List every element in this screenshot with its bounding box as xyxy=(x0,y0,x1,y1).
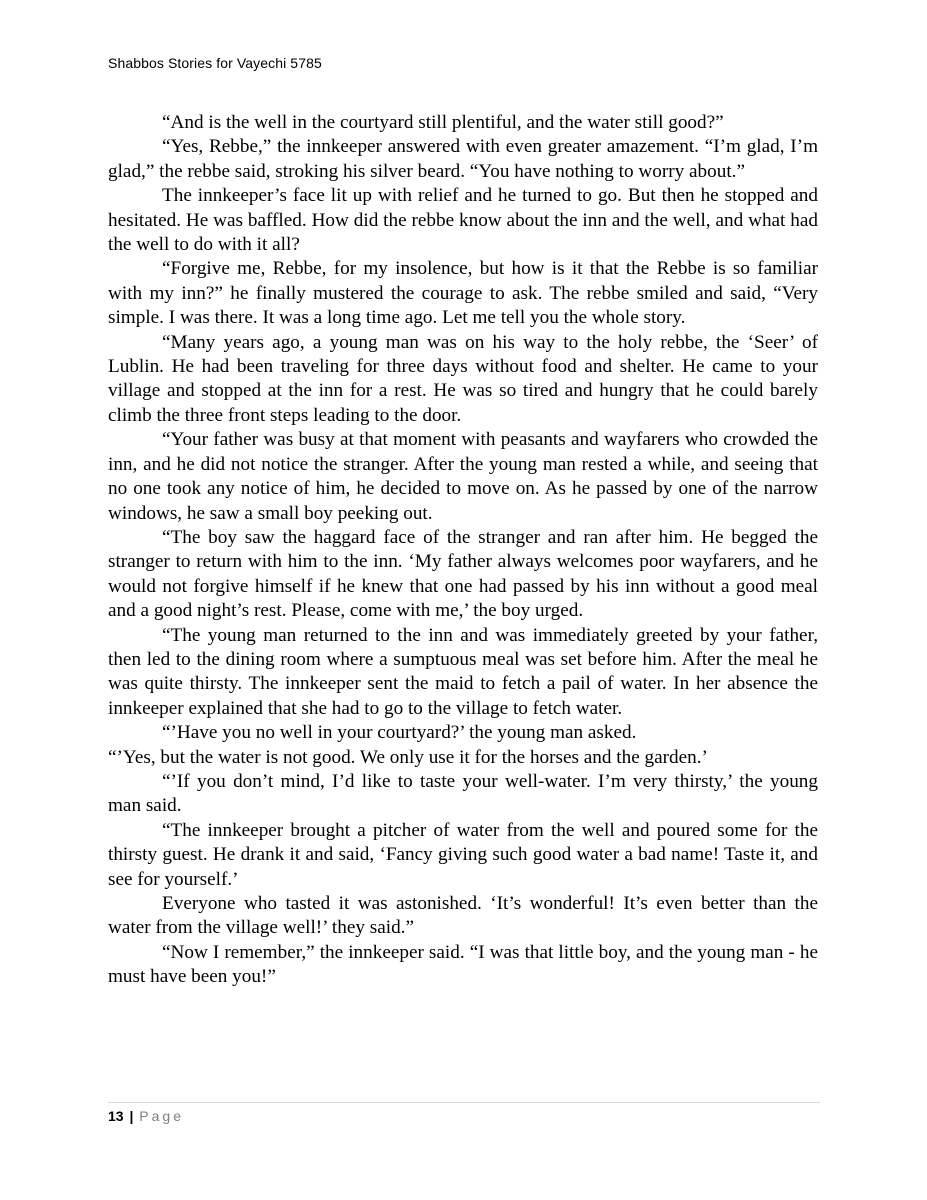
page-header: Shabbos Stories for Vayechi 5785 xyxy=(108,55,322,71)
footer-separator: | xyxy=(129,1108,134,1124)
paragraph: “The innkeeper brought a pitcher of water from the well and poured some for the thirsty guest. He drank it and said, ‘Fancy giving such good water a bad name! Taste it, and see for yourself.’ xyxy=(108,819,818,890)
paragraph: “Forgive me, Rebbe, for my insolence, but how is it that the Rebbe is so familiar with my inn?” he finally mustered the courage to ask. The rebbe smiled and said, “Very simple. I was there. It was a long time ago. Let me tell you the whole story. xyxy=(108,258,818,329)
paragraph: “Your father was busy at that moment with peasants and wayfarers who crowded the inn, and he did not notice the stranger. After the young man rested a while, and seeing that no one took any notice of him, he decided to move on. As he passed by one of the narrow windows, he saw a small boy peeking out. xyxy=(108,429,818,524)
page-word: Page xyxy=(139,1108,184,1124)
paragraph: “’Yes, but the water is not good. We only use it for the horses and the garden.’ xyxy=(108,746,708,768)
paragraph: “The young man returned to the inn and was immediately greeted by your father, then led to the dining room where a sumptuous meal was set before him. After the meal he was quite thirsty. The innkeeper sent the maid to fetch a pail of water. In her absence the innkeeper explained that she had to go to the village to fetch water. xyxy=(108,624,818,719)
page-number: 13 xyxy=(108,1108,124,1124)
page-footer xyxy=(108,1102,820,1124)
paragraph: “Now I remember,” the innkeeper said. “I was that little boy, and the young man - he must have been you!” xyxy=(108,941,818,988)
paragraph: Everyone who tasted it was astonished. ‘It’s wonderful! It’s even better than the water from the village well!’ they said.” xyxy=(108,893,818,939)
paragraph: The innkeeper’s face lit up with relief and he turned to go. But then he stopped and hesitated. He was baffled. How did the rebbe know about the inn and the well, and what had the well to do with it all? xyxy=(108,185,818,256)
paragraph: “Many years ago, a young man was on his way to the holy rebbe, the ‘Seer’ of Lublin. He had been traveling for three days without food and shelter. He came to your village and stopped at the inn for a rest. He was so tired and hungry that he could barely climb the three front steps leading to the door. xyxy=(108,331,818,426)
paragraph: “The boy saw the haggard face of the stranger and ran after him. He begged the stranger to return with him to the inn. ‘My father always welcomes poor wayfarers, and he would not forgive himself if he knew that one had passed by his inn without a good meal and a good night’s rest. Please, come with me,’ the boy urged. xyxy=(108,526,818,622)
paragraph: “’If you don’t mind, I’d like to taste your well-water. I’m very thirsty,’ the young man said. xyxy=(108,770,818,817)
page-body xyxy=(108,111,818,990)
paragraph: “’Have you no well in your courtyard?’ the young man asked. xyxy=(162,722,637,744)
paragraph: “And is the well in the courtyard still plentiful, and the water still good?” xyxy=(162,112,724,133)
paragraph: “Yes, Rebbe,” the innkeeper answered with even greater amazement. “I’m glad, I’m glad,” the rebbe said, stroking his silver beard. “You have nothing to worry about.” xyxy=(108,136,818,182)
